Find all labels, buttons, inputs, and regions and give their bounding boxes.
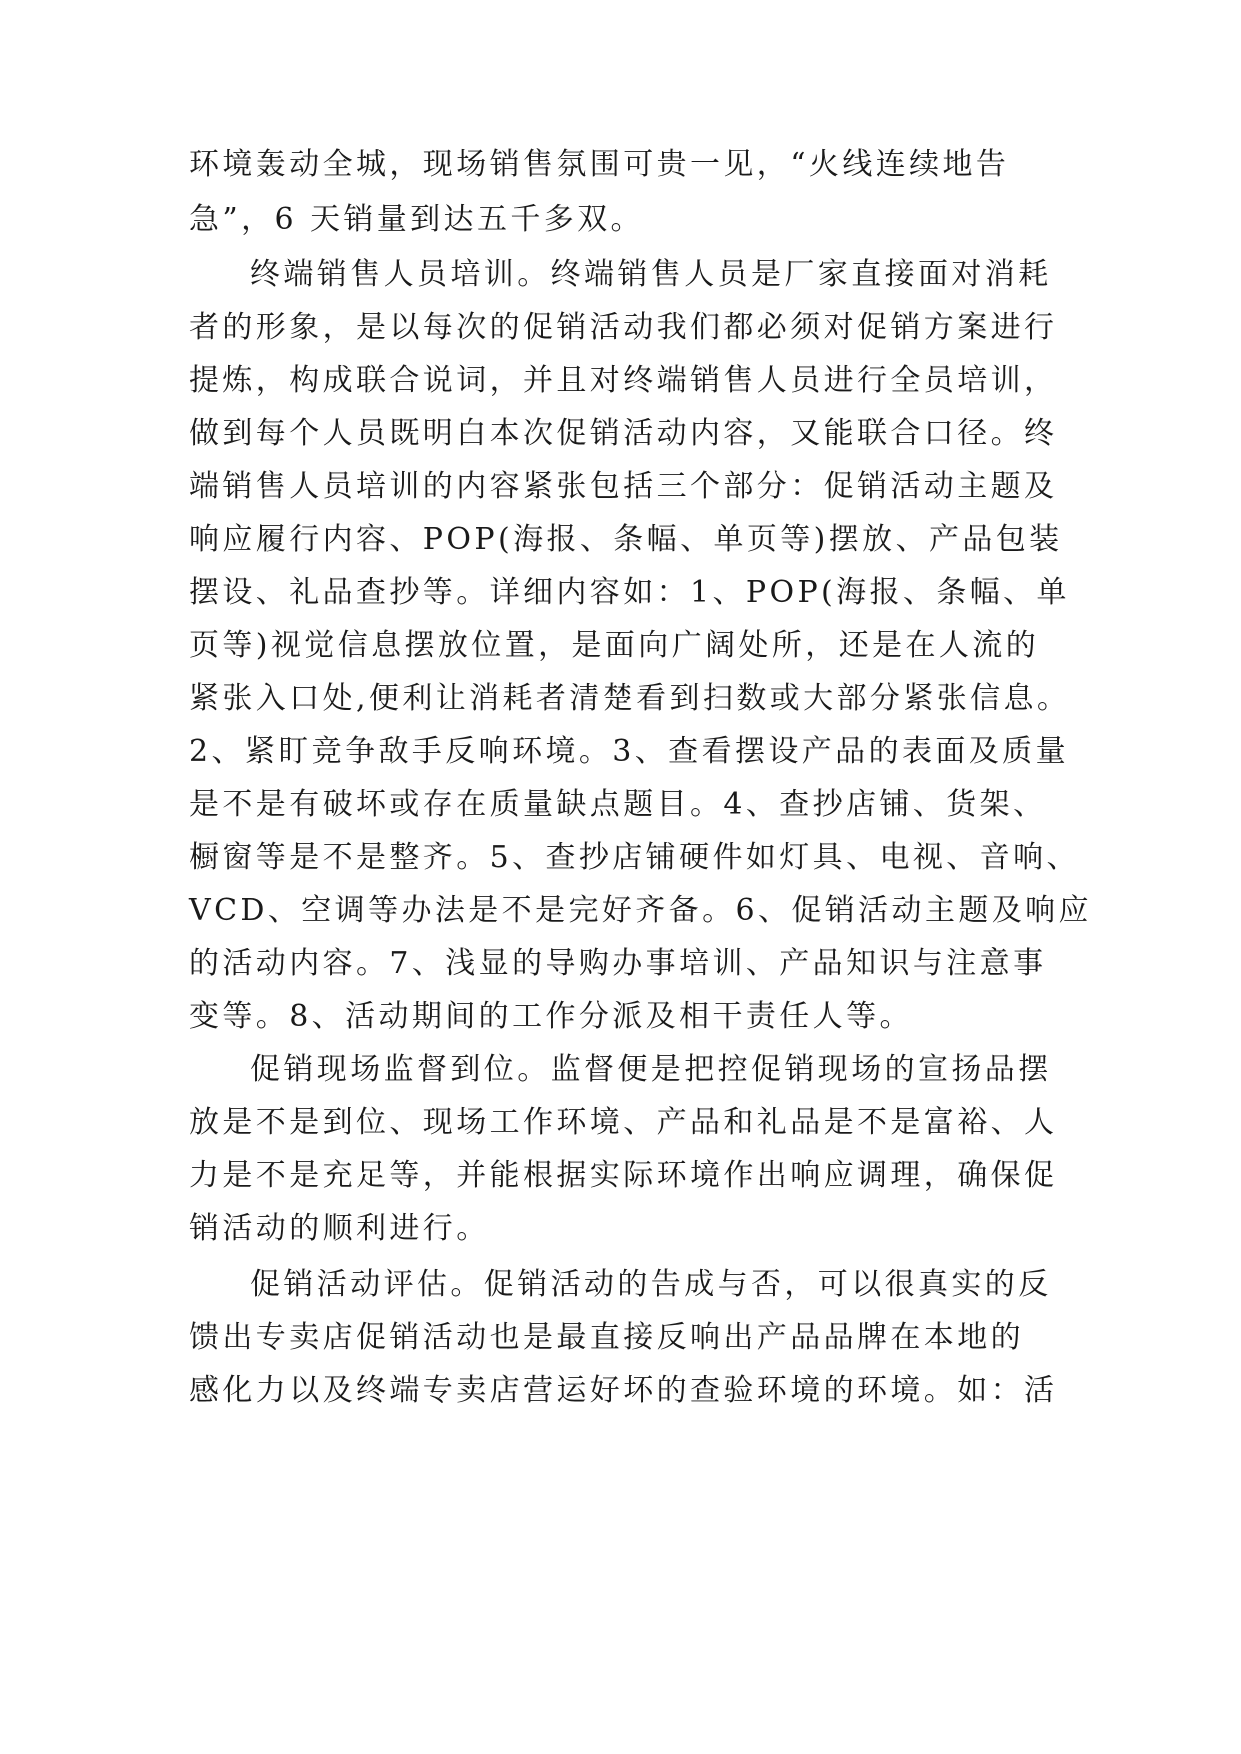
text-line: 是不是有破坏或存在质量缺点题目。4、查抄店铺、货架、 xyxy=(189,787,1047,822)
text-line: 提炼，构成联合说词，并且对终端销售人员进行全员培训， xyxy=(189,363,1058,398)
text-line: 紧张入口处,便利让消耗者清楚看到扫数或大部分紧张信息。 xyxy=(189,681,1071,716)
text-line: 变等。8、活动期间的工作分派及相干责任人等。 xyxy=(189,999,913,1034)
text-line: 环境轰动全城，现场销售氛围可贵一见，“火线连续地告 xyxy=(189,147,1010,182)
text-line: VCD、空调等办法是不是完好齐备。6、促销活动主题及响应 xyxy=(189,893,1092,928)
text-line: 销活动的顺利进行。 xyxy=(189,1211,490,1246)
paragraph-start-line: 终端销售人员培训。终端销售人员是厂家直接面对消耗 xyxy=(250,257,1052,292)
text-line: 响应履行内容、POP(海报、条幅、单页等)摆放、产品包装 xyxy=(189,522,1063,557)
text-line: 者的形象，是以每次的促销活动我们都必须对促销方案进行 xyxy=(189,310,1058,345)
text-line: 做到每个人员既明白本次促销活动内容，又能联合口径。终 xyxy=(189,416,1058,451)
text-line: 馈出专卖店促销活动也是最直接反响出产品品牌在本地的 xyxy=(189,1320,1024,1355)
text-line: 急”，6 天销量到达五千多双。 xyxy=(189,202,644,237)
text-line: 端销售人员培训的内容紧张包括三个部分：促销活动主题及 xyxy=(189,469,1058,504)
text-line: 的活动内容。7、浅显的导购办事培训、产品知识与注意事 xyxy=(189,946,1047,981)
paragraph-start-line: 促销现场监督到位。监督便是把控促销现场的宣扬品摆 xyxy=(250,1052,1052,1087)
text-line: 2、紧盯竞争敌手反响环境。3、查看摆设产品的表面及质量 xyxy=(189,734,1069,769)
text-line: 摆设、礼品查抄等。详细内容如：1、POP(海报、条幅、单 xyxy=(189,575,1070,610)
text-line: 力是不是充足等，并能根据实际环境作出响应调理，确保促 xyxy=(189,1158,1058,1193)
paragraph-start-line: 促销活动评估。促销活动的告成与否，可以很真实的反 xyxy=(250,1267,1052,1302)
text-line: 页等)视觉信息摆放位置，是面向广阔处所，还是在人流的 xyxy=(189,628,1040,663)
text-line: 放是不是到位、现场工作环境、产品和礼品是不是富裕、人 xyxy=(189,1105,1058,1140)
text-line: 橱窗等是不是整齐。5、查抄店铺硬件如灯具、电视、音响、 xyxy=(189,840,1080,875)
text-line: 感化力以及终端专卖店营运好坏的查验环境的环境。如：活 xyxy=(189,1373,1058,1408)
